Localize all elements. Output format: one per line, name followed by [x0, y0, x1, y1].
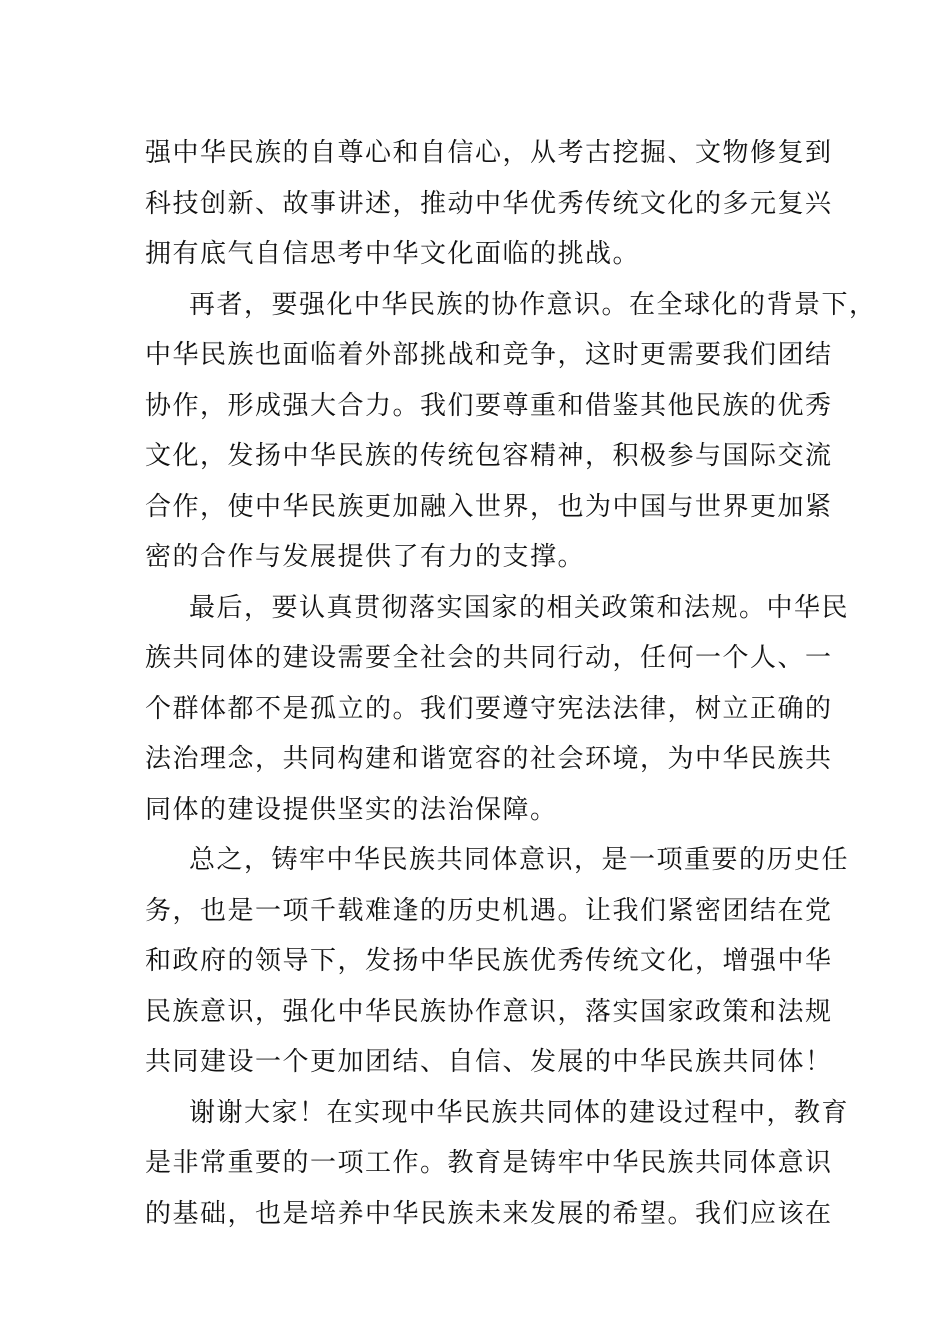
- text-line: 合作，使中华民族更加融入世界，也为中国与世界更加紧: [145, 491, 833, 522]
- text-line: 的基础，也是培养中华民族未来发展的希望。我们应该在: [145, 1198, 833, 1229]
- text-line: 是非常重要的一项工作。教育是铸牢中华民族共同体意识: [145, 1148, 833, 1178]
- text-line: 科技创新、故事讲述，推动中华优秀传统文化的多元复兴: [145, 188, 833, 219]
- text-line: 法治理念，共同构建和谐宽容的社会环境，为中华民族共: [145, 744, 833, 774]
- text-line: 再者，要强化中华民族的协作意识。在全球化的背景下，: [189, 289, 877, 320]
- text-line: 密的合作与发展提供了有力的支撑。: [145, 542, 586, 572]
- text-line: 个群体都不是孤立的。我们要遵守宪法法律，树立正确的: [145, 693, 833, 724]
- text-line: 最后，要认真贯彻落实国家的相关政策和法规。中华民: [189, 592, 850, 623]
- text-line: 文化，发扬中华民族的传统包容精神，积极参与国际交流: [145, 441, 833, 471]
- text-line: 族共同体的建设需要全社会的共同行动，任何一个人、一: [145, 643, 833, 673]
- text-line: 民族意识，强化中华民族协作意识，落实国家政策和法规: [145, 996, 833, 1027]
- text-line: 谢谢大家！在实现中华民族共同体的建设过程中，教育: [189, 1097, 850, 1128]
- text-line: 强中华民族的自尊心和自信心，从考古挖掘、文物修复到: [145, 138, 833, 168]
- text-line: 总之，铸牢中华民族共同体意识，是一项重要的历史任: [189, 845, 850, 875]
- text-line: 协作，形成强大合力。我们要尊重和借鉴其他民族的优秀: [145, 390, 833, 421]
- text-line: 中华民族也面临着外部挑战和竞争，这时更需要我们团结: [145, 340, 833, 370]
- text-line: 务，也是一项千载难逢的历史机遇。让我们紧密团结在党: [145, 895, 833, 926]
- text-line: 拥有底气自信思考中华文化面临的挑战。: [145, 239, 641, 269]
- body-text: [145, 128, 877, 1239]
- text-line: 和政府的领导下，发扬中华民族优秀传统文化，增强中华: [145, 946, 833, 976]
- text-line: 同体的建设提供坚实的法治保障。: [145, 794, 558, 825]
- text-line: 共同建设一个更加团结、自信、发展的中华民族共同体！: [145, 1047, 833, 1077]
